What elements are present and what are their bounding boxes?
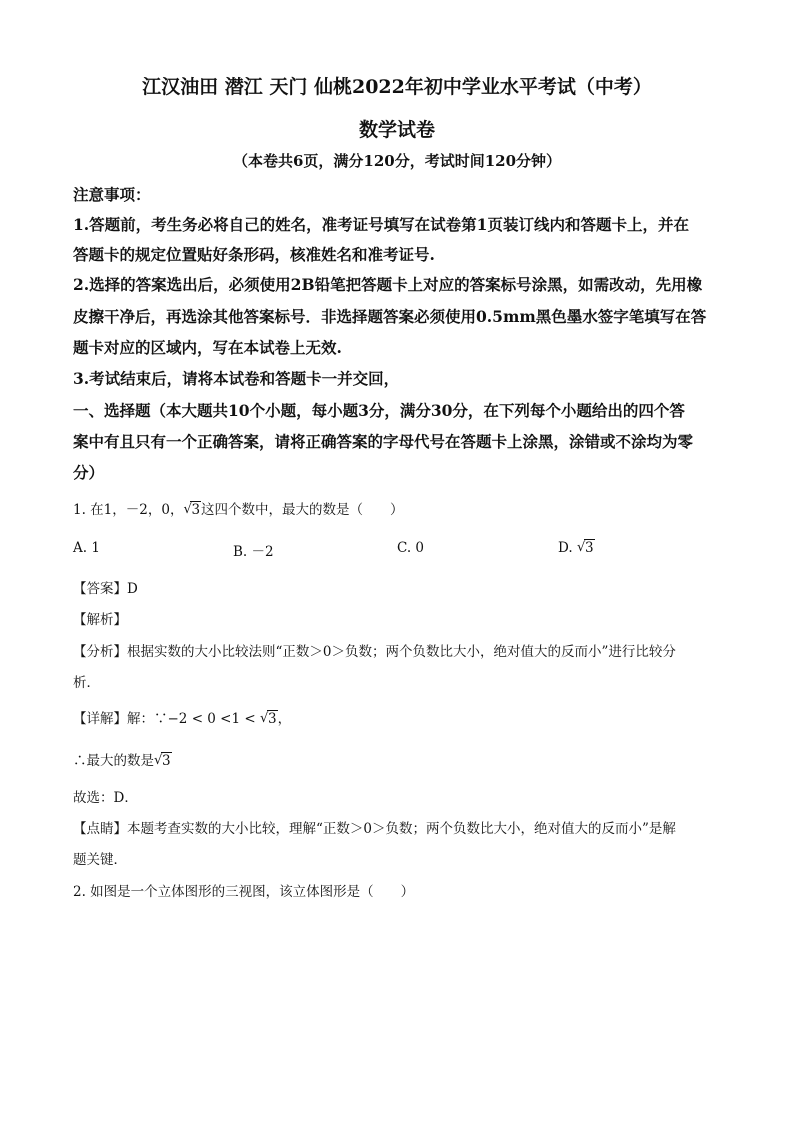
question-1-stem-pre: 1. 在1，－2，0， (73, 502, 184, 518)
detail-line (73, 707, 291, 727)
notice-item-1-line-2: 答题卡的规定位置贴好条形码，核准姓名和准考证号. (73, 245, 435, 264)
choose-line: 故选：D． (73, 790, 138, 806)
subject-title: 数学试卷 (358, 119, 435, 141)
detail-post: ， (277, 711, 292, 727)
notice-item-1-line-1: 1.答题前，考生务必将自己的姓名，准考证号填写在试卷第1页装订线内和答题卡上，并在 (73, 215, 689, 234)
section-1-line-3: 分） (73, 463, 105, 482)
option-d (558, 540, 595, 556)
answer-line: 【答案】D (73, 581, 138, 597)
question-1-stem-post: 这四个数中，最大的数是（ ） (201, 502, 404, 518)
option-d-label: D. (558, 540, 573, 556)
sqrt-symbol: √ 3 (576, 540, 594, 556)
notice-heading: 注意事项： (73, 185, 151, 204)
sqrt-argument: 3 (191, 502, 201, 518)
analysis-heading: 【解析】 (73, 612, 127, 628)
sqrt-symbol: √ 3 (183, 502, 201, 518)
sqrt-symbol: √ 3 (154, 753, 171, 769)
notice-item-3: 3.考试结束后，请将本试卷和答题卡一并交回， (73, 369, 400, 388)
detail-pre: 【详解】解：∵−2 < 0 <1 < (73, 711, 256, 727)
fenxi-line-2: 析． (73, 675, 100, 691)
option-b: B. －2 (233, 544, 274, 560)
sqrt-argument: 3 (584, 540, 594, 556)
comment-line-2: 题关键． (73, 852, 127, 868)
section-1-line-2: 案中有且只有一个正确答案，请将正确答案的字母代号在答题卡上涂黑，涂错或不涂均为零 (73, 432, 694, 451)
therefore-line (73, 749, 172, 769)
sqrt-symbol: √ 3 (259, 711, 277, 727)
section-1-line-1: 一、选择题（本大题共10个小题，每小题3分，满分30分，在下列每个小题给出的四个答 (73, 401, 685, 420)
question-2-stem: 2. 如图是一个立体图形的三视图，该立体图形是（ ） (73, 884, 415, 900)
notice-item-2-line-1: 2.选择的答案选出后，必须使用2B铅笔把答题卡上对应的答案标号涂黑，如需改动，先用橡 (73, 275, 703, 294)
comment-line-1: 【点睛】本题考查实数的大小比较，理解“正数＞0＞负数；两个负数比大小，绝对值大的反而小”是解 (73, 821, 676, 837)
exam-title: 江汉油田 潜江 天门 仙桃2022年初中学业水平考试（中考） (142, 76, 652, 98)
notice-item-2-line-2: 皮擦干净后，再选涂其他答案标号．非选择题答案必须使用0.5mm黑色墨水签字笔填写在答 (73, 307, 707, 326)
question-1-stem (73, 498, 404, 518)
option-a: A. 1 (73, 540, 100, 556)
sqrt-argument: 3 (267, 711, 277, 727)
fenxi-line-1: 【分析】根据实数的大小比较法则“正数＞0＞负数；两个负数比大小，绝对值大的反而小”进行比较分 (73, 644, 676, 660)
option-c: C. 0 (397, 540, 425, 556)
sqrt-argument: 3 (162, 753, 171, 769)
exam-info: （本卷共6页，满分120分，考试时间120分钟） (232, 152, 562, 170)
notice-item-2-line-3: 题卡对应的区域内，写在本试卷上无效. (73, 338, 342, 357)
therefore-pre: ∴最大的数是 (73, 753, 154, 769)
